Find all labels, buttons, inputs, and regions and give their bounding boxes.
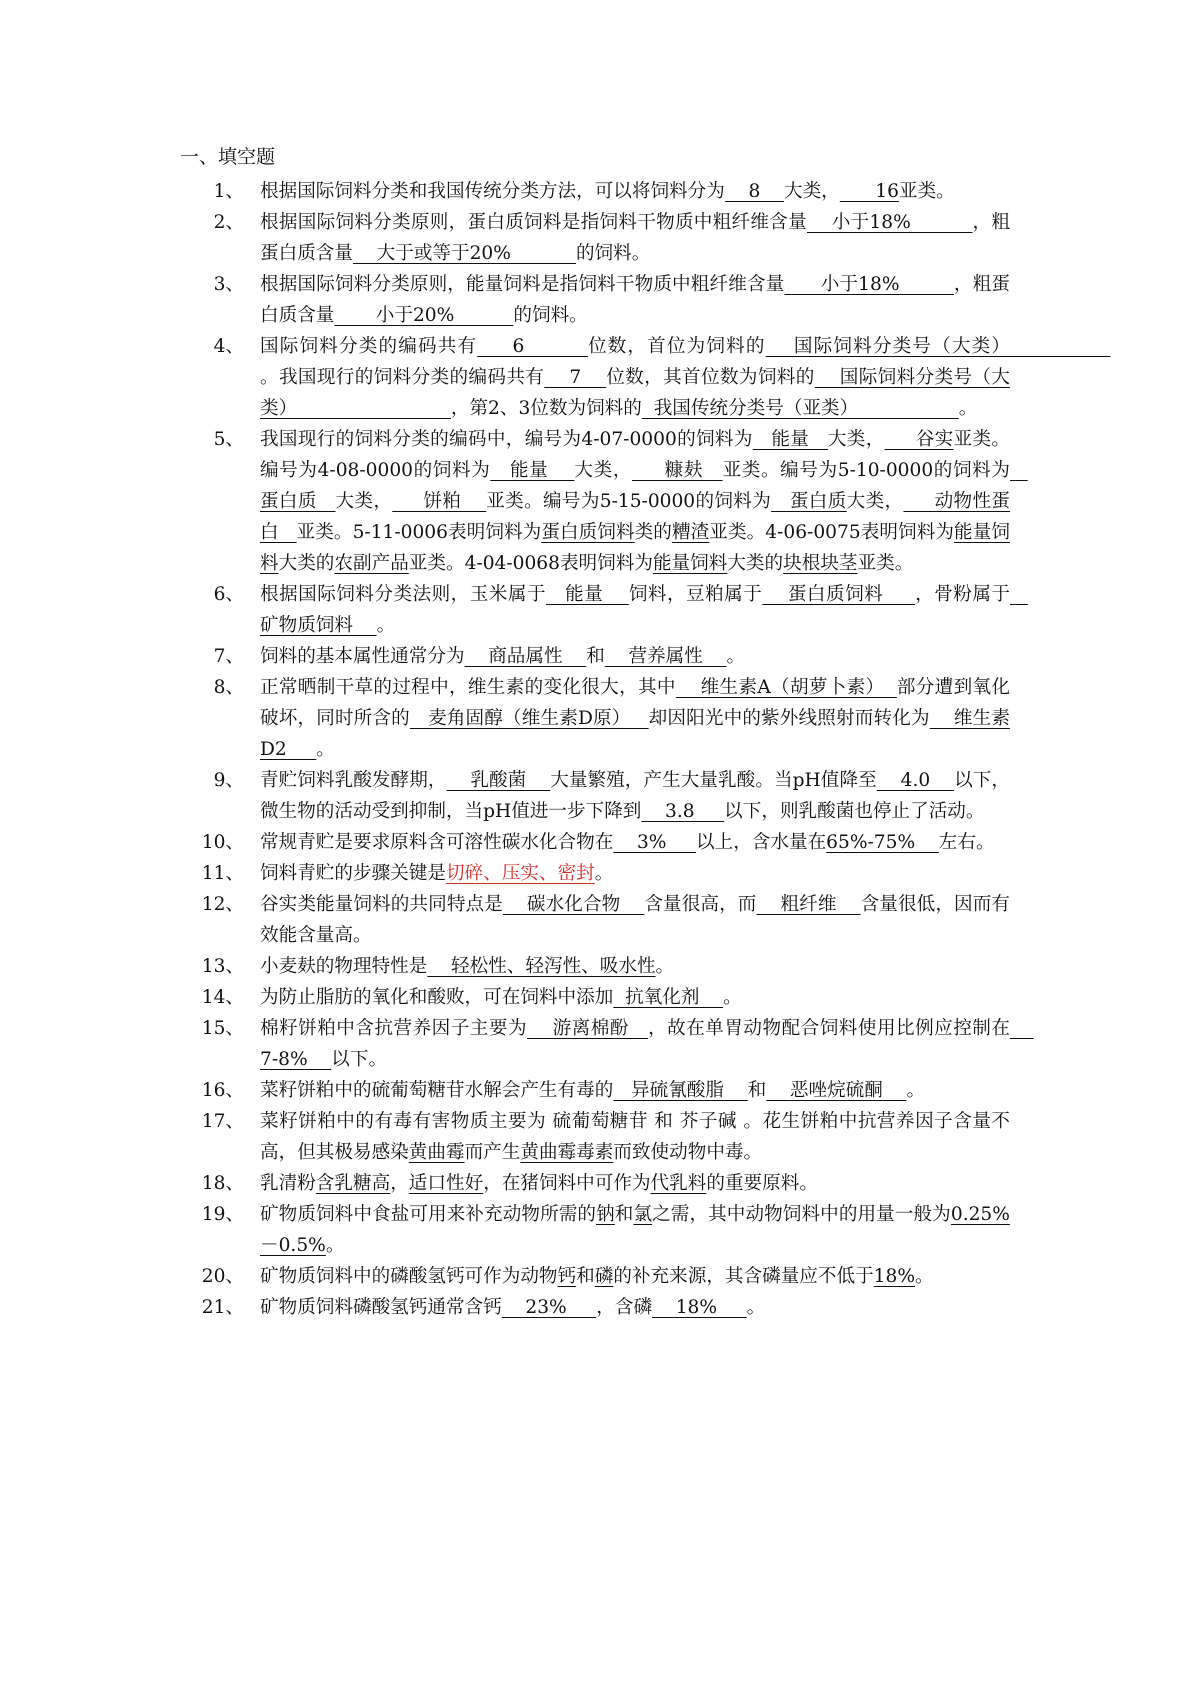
answer-blank: 粗纤维 xyxy=(756,894,861,915)
answer-blank: 乳酸菌 xyxy=(446,770,551,791)
question-text xyxy=(244,858,1010,889)
answer-blank: 抗氧化剂 xyxy=(613,987,724,1008)
question-fragment: ， xyxy=(390,1173,409,1194)
answer-blank: 小于20% xyxy=(334,305,514,326)
question-item xyxy=(180,1013,1034,1075)
question-item xyxy=(180,1292,1010,1323)
question-item xyxy=(180,424,1028,579)
question-fragment: 。 xyxy=(958,398,978,419)
answer-blank: 维生素A（胡萝卜素） xyxy=(675,677,897,698)
answer-blank: 谷实 xyxy=(884,429,954,450)
question-number: 8、 xyxy=(213,677,244,698)
question-fragment: 亚类。 xyxy=(857,553,914,574)
question-fragment: 我国现行的饲料分类的编码中，编号为4-07-0000的饲料为 xyxy=(260,429,753,450)
answer-blank: 糟渣 xyxy=(671,522,710,543)
question-fragment: 亚类。编号为4-08-0000的饲料为 xyxy=(260,429,1010,481)
answer-blank: 碳水化合物 xyxy=(502,894,645,915)
answer-blank: 黄曲霉 xyxy=(408,1142,465,1163)
question-number: 19、 xyxy=(201,1204,244,1225)
question-item xyxy=(180,1261,1010,1292)
question-fragment: 以下。 xyxy=(331,1049,388,1070)
question-fragment: 为防止脂肪的氧化和酸败，可在饲料中添加 xyxy=(260,987,614,1008)
question-number: 11、 xyxy=(201,863,244,884)
question-fragment: 根据国际饲料分类原则，蛋白质饲料是指饲料干物质中粗纤维含量 xyxy=(260,212,807,233)
answer-blank: 国际饲料分类号（大类） xyxy=(765,336,1111,357)
answer-blank: 麦角固醇（维生素D原） xyxy=(409,708,649,729)
question-fragment: 。 xyxy=(655,956,675,977)
question-number: 12、 xyxy=(201,894,244,915)
question-fragment: 以下，微生物的活动受到抑制，当pH值进一步下降到 xyxy=(260,770,1010,822)
question-text xyxy=(244,641,1010,672)
question-fragment: 根据国际饲料分类法则，玉米属于 xyxy=(260,584,547,605)
question-fragment: 菜籽饼粕中的有毒有害物质主要为 硫葡萄糖苷 和 芥子碱 。花生饼粕中抗营养因子含量不高，但其极易感染 xyxy=(260,1111,1010,1163)
question-fragment: 矿物质饲料中的磷酸氢钙可作为动物 xyxy=(260,1266,558,1287)
question-text xyxy=(244,1261,1010,1292)
answer-blank: 蛋白质饲料 xyxy=(762,584,916,605)
question-item xyxy=(180,765,1010,827)
question-fragment: 含量很高，而 xyxy=(644,894,757,915)
question-item xyxy=(180,858,1010,889)
question-fragment: 以上，含水量在 xyxy=(696,832,827,853)
question-fragment: 根据国际饲料分类和我国传统分类方法，可以将饲料分为 xyxy=(260,181,725,202)
question-fragment: 菜籽饼粕中的硫葡萄糖苷水解会产生有毒的 xyxy=(260,1080,614,1101)
question-text xyxy=(244,889,1010,951)
answer-blank: 切碎、压实、密封 xyxy=(445,863,595,884)
answer-blank: 国际饲料分类号（大类） xyxy=(260,367,1010,419)
question-fragment: 饲料的基本属性通常分为 xyxy=(260,646,465,667)
answer-blank: 异硫氰酸脂 xyxy=(613,1080,748,1101)
question-fragment: 青贮饲料乳酸发酵期， xyxy=(260,770,447,791)
question-fragment: 大类， xyxy=(846,491,904,512)
answer-blank: 糠麸 xyxy=(632,460,723,481)
answer-blank: 蛋白质 xyxy=(771,491,847,512)
answer-blank: 维生素D2 xyxy=(260,708,1010,760)
question-fragment: 大类， xyxy=(783,181,840,202)
question-fragment: 谷实类能量饲料的共同特点是 xyxy=(260,894,503,915)
answer-blank: 矿物质饲料 xyxy=(260,584,1028,636)
question-fragment: 。 xyxy=(906,1080,926,1101)
question-item xyxy=(180,579,1028,641)
question-fragment: 大类的 xyxy=(278,553,335,574)
question-fragment: 和 xyxy=(747,1080,767,1101)
answer-blank: 16 xyxy=(839,181,899,202)
question-fragment: 。 xyxy=(746,1297,766,1318)
answer-blank: 能量饲料 xyxy=(260,522,1010,574)
question-fragment: 位数，首位为饲料的 xyxy=(587,336,766,357)
question-number: 5、 xyxy=(213,429,244,450)
question-fragment: 矿物质饲料磷酸氢钙通常含钙 xyxy=(260,1297,502,1318)
question-number: 17、 xyxy=(201,1111,244,1132)
question-fragment: 。 xyxy=(726,646,746,667)
question-fragment: 。 xyxy=(316,739,335,760)
question-text xyxy=(244,1168,1010,1199)
answer-blank: 7-8% xyxy=(260,1018,1034,1070)
question-fragment: 。 xyxy=(723,987,742,1008)
question-item xyxy=(180,889,1010,951)
answer-blank: 小于18% xyxy=(784,274,954,295)
answer-blank: 4.0 xyxy=(876,770,955,791)
answer-blank: 能量 xyxy=(546,584,629,605)
question-fragment: 饲料青贮的步骤关键是 xyxy=(260,863,446,884)
answer-blank: 黄曲霉毒素 xyxy=(520,1142,614,1163)
question-text xyxy=(244,951,1010,982)
question-fragment: 和 xyxy=(614,1204,634,1225)
answer-blank: 7 xyxy=(544,367,607,388)
answer-blank: 磷 xyxy=(594,1266,614,1287)
question-number: 10、 xyxy=(201,832,244,853)
question-text xyxy=(244,1013,1034,1075)
question-fragment: ，在猪饲料中可作为 xyxy=(483,1173,651,1194)
question-item xyxy=(180,951,1010,982)
question-fragment: 左右。 xyxy=(938,832,995,853)
question-fragment: 矿物质饲料中食盐可用来补充动物所需的 xyxy=(260,1204,597,1225)
question-fragment: 类的 xyxy=(634,522,672,543)
question-fragment: 亚类。 xyxy=(898,181,955,202)
question-list xyxy=(180,176,1111,1323)
question-text xyxy=(244,1106,1010,1168)
section-title: 一、填空题 xyxy=(180,146,276,168)
question-fragment: 。 xyxy=(915,1266,934,1287)
answer-blank: 蛋白质饲料 xyxy=(541,522,635,543)
question-number: 9、 xyxy=(213,770,244,791)
answer-blank: 块根块茎 xyxy=(783,553,858,574)
question-fragment: 亚类。4-04-0068表明饲料为 xyxy=(408,553,653,574)
question-fragment: 亚类。4-06-0075表明饲料为 xyxy=(709,522,955,543)
answer-blank: 轻松性、轻泻性、吸水性 xyxy=(427,956,656,977)
question-fragment: 亚类。编号为5-15-0000的饲料为 xyxy=(486,491,772,512)
question-text xyxy=(244,176,1010,207)
answer-blank: 含乳糖高 xyxy=(315,1173,391,1194)
question-item xyxy=(180,176,1010,207)
question-fragment: 正常晒制干草的过程中，维生素的变化很大，其中 xyxy=(260,677,676,698)
question-number: 21、 xyxy=(201,1297,244,1318)
question-number: 15、 xyxy=(201,1018,244,1039)
question-number: 6、 xyxy=(213,584,244,605)
answer-blank: 氯 xyxy=(633,1204,653,1225)
question-text xyxy=(244,1292,1010,1323)
answer-blank: 农副产品 xyxy=(334,553,409,574)
question-item xyxy=(180,982,1010,1013)
question-fragment: 亚类。编号为5-10-0000的饲料为 xyxy=(722,460,1010,481)
question-text xyxy=(244,424,1028,579)
question-number: 18、 xyxy=(201,1173,244,1194)
question-fragment: 。 xyxy=(376,615,396,636)
question-fragment: 棉籽饼粕中含抗营养因子主要为 xyxy=(260,1018,528,1039)
question-fragment: 大量繁殖，产生大量乳酸。当pH值降至 xyxy=(550,770,877,791)
question-text xyxy=(244,765,1010,827)
answer-blank: 18% xyxy=(873,1266,915,1287)
answer-blank: 恶唑烷硫酮 xyxy=(766,1080,907,1101)
question-fragment: 的饲料。 xyxy=(513,305,588,326)
question-number: 16、 xyxy=(201,1080,244,1101)
question-number: 3、 xyxy=(213,274,244,295)
question-text xyxy=(244,827,1010,858)
answer-blank: 营养属性 xyxy=(604,646,727,667)
question-fragment: ，粗蛋白质含量 xyxy=(260,274,1010,326)
question-item xyxy=(180,207,1010,269)
question-item xyxy=(180,1075,1010,1106)
question-fragment: ，粗蛋白质含量 xyxy=(260,212,1010,264)
question-fragment: 而产生 xyxy=(464,1142,521,1163)
answer-blank: 23% xyxy=(501,1297,597,1318)
question-fragment: 和 xyxy=(576,1266,595,1287)
question-fragment: 大类， xyxy=(335,491,393,512)
answer-blank: 能量 xyxy=(490,460,575,481)
question-fragment: 乳清粉 xyxy=(260,1173,316,1194)
answer-blank: 小于18% xyxy=(806,212,973,233)
question-fragment: ，含磷 xyxy=(596,1297,653,1318)
question-fragment: 。我国现行的饲料分类的编码共有 xyxy=(260,367,545,388)
question-fragment: 。 xyxy=(325,1235,345,1256)
question-text xyxy=(244,579,1028,641)
question-item xyxy=(180,827,1010,858)
answer-blank: 蛋白质 xyxy=(260,460,1028,512)
question-text xyxy=(244,672,1010,765)
answer-blank: 商品属性 xyxy=(464,646,587,667)
question-fragment: 之需，其中动物饲料中的用量一般为 xyxy=(652,1204,951,1225)
question-number: 4、 xyxy=(213,336,244,357)
question-fragment: 却因阳光中的紫外线照射而转化为 xyxy=(648,708,930,729)
answer-blank: 3.8 xyxy=(641,801,725,822)
question-fragment: 。 xyxy=(594,863,614,884)
answer-blank: 代乳料 xyxy=(650,1173,707,1194)
question-fragment: 常规青贮是要求原料含可溶性碳水化合物在 xyxy=(260,832,614,853)
question-fragment: 小麦麸的物理特性是 xyxy=(260,956,428,977)
question-number: 13、 xyxy=(201,956,244,977)
question-fragment: 而致使动物中毒。 xyxy=(613,1142,763,1163)
question-fragment: 大类， xyxy=(574,460,633,481)
question-fragment: 亚类。5-11-0006表明饲料为 xyxy=(296,522,542,543)
answer-blank: 钙 xyxy=(557,1266,577,1287)
question-fragment: 国际饲料分类的编码共有 xyxy=(260,336,478,357)
question-fragment: 大类的 xyxy=(727,553,784,574)
question-fragment: ，故在单胃动物配合饲料使用比例应控制在 xyxy=(648,1018,1010,1039)
question-fragment: 含量很低，因而有效能含量高。 xyxy=(260,894,1010,946)
question-number: 7、 xyxy=(213,646,244,667)
question-fragment: 饲料，豆粕属于 xyxy=(628,584,763,605)
answer-blank: 饼粕 xyxy=(392,491,487,512)
answer-blank: 6 xyxy=(477,336,588,357)
question-text xyxy=(244,1075,1010,1106)
question-text xyxy=(244,982,1010,1013)
question-number: 20、 xyxy=(201,1266,244,1287)
answer-blank: 0.25%－0.5% xyxy=(260,1204,1010,1256)
question-number: 14、 xyxy=(201,987,244,1008)
question-number: 1、 xyxy=(213,181,244,202)
question-item xyxy=(180,641,1010,672)
question-item xyxy=(180,672,1010,765)
answer-blank: 18% xyxy=(652,1297,747,1318)
question-fragment: 位数，其首位数为饲料的 xyxy=(606,367,815,388)
answer-blank: 钠 xyxy=(596,1204,615,1225)
answer-blank: 3% xyxy=(613,832,696,853)
question-fragment: 根据国际饲料分类原则，能量饲料是指饲料干物质中粗纤维含量 xyxy=(260,274,785,295)
question-text xyxy=(244,1199,1010,1261)
question-item xyxy=(180,269,1010,331)
question-number: 2、 xyxy=(213,212,244,233)
question-fragment: 的重要原料。 xyxy=(706,1173,818,1194)
question-fragment: 部分遭到氧化破坏，同时所含的 xyxy=(260,677,1010,729)
question-fragment: ，骨粉属于 xyxy=(915,584,1010,605)
answer-blank: 我国传统分类号（亚类） xyxy=(641,398,959,419)
question-fragment: 以下，则乳酸菌也停止了活动。 xyxy=(724,801,985,822)
question-item xyxy=(180,1168,1010,1199)
question-text xyxy=(244,331,1111,424)
question-item xyxy=(180,1106,1010,1168)
question-fragment: ，第2、3位数为饲料的 xyxy=(450,398,642,419)
answer-blank: 65%-75% xyxy=(826,832,939,853)
question-text xyxy=(244,207,1010,269)
answer-blank: 8 xyxy=(724,181,784,202)
answer-blank: 游离棉酚 xyxy=(527,1018,649,1039)
question-item xyxy=(180,331,1111,424)
answer-blank: 大于或等于20% xyxy=(352,243,576,264)
answer-blank: 能量饲料 xyxy=(652,553,728,574)
question-text xyxy=(244,269,1010,331)
question-fragment: 大类， xyxy=(827,429,885,450)
answer-blank: 能量 xyxy=(752,429,828,450)
question-fragment: 的饲料。 xyxy=(575,243,651,264)
answer-blank: 适口性好 xyxy=(408,1173,484,1194)
question-fragment: 和 xyxy=(586,646,605,667)
question-item xyxy=(180,1199,1010,1261)
answer-blank: 动物性蛋白 xyxy=(260,491,1010,543)
question-fragment: 的补充来源，其含磷量应不低于 xyxy=(613,1266,874,1287)
